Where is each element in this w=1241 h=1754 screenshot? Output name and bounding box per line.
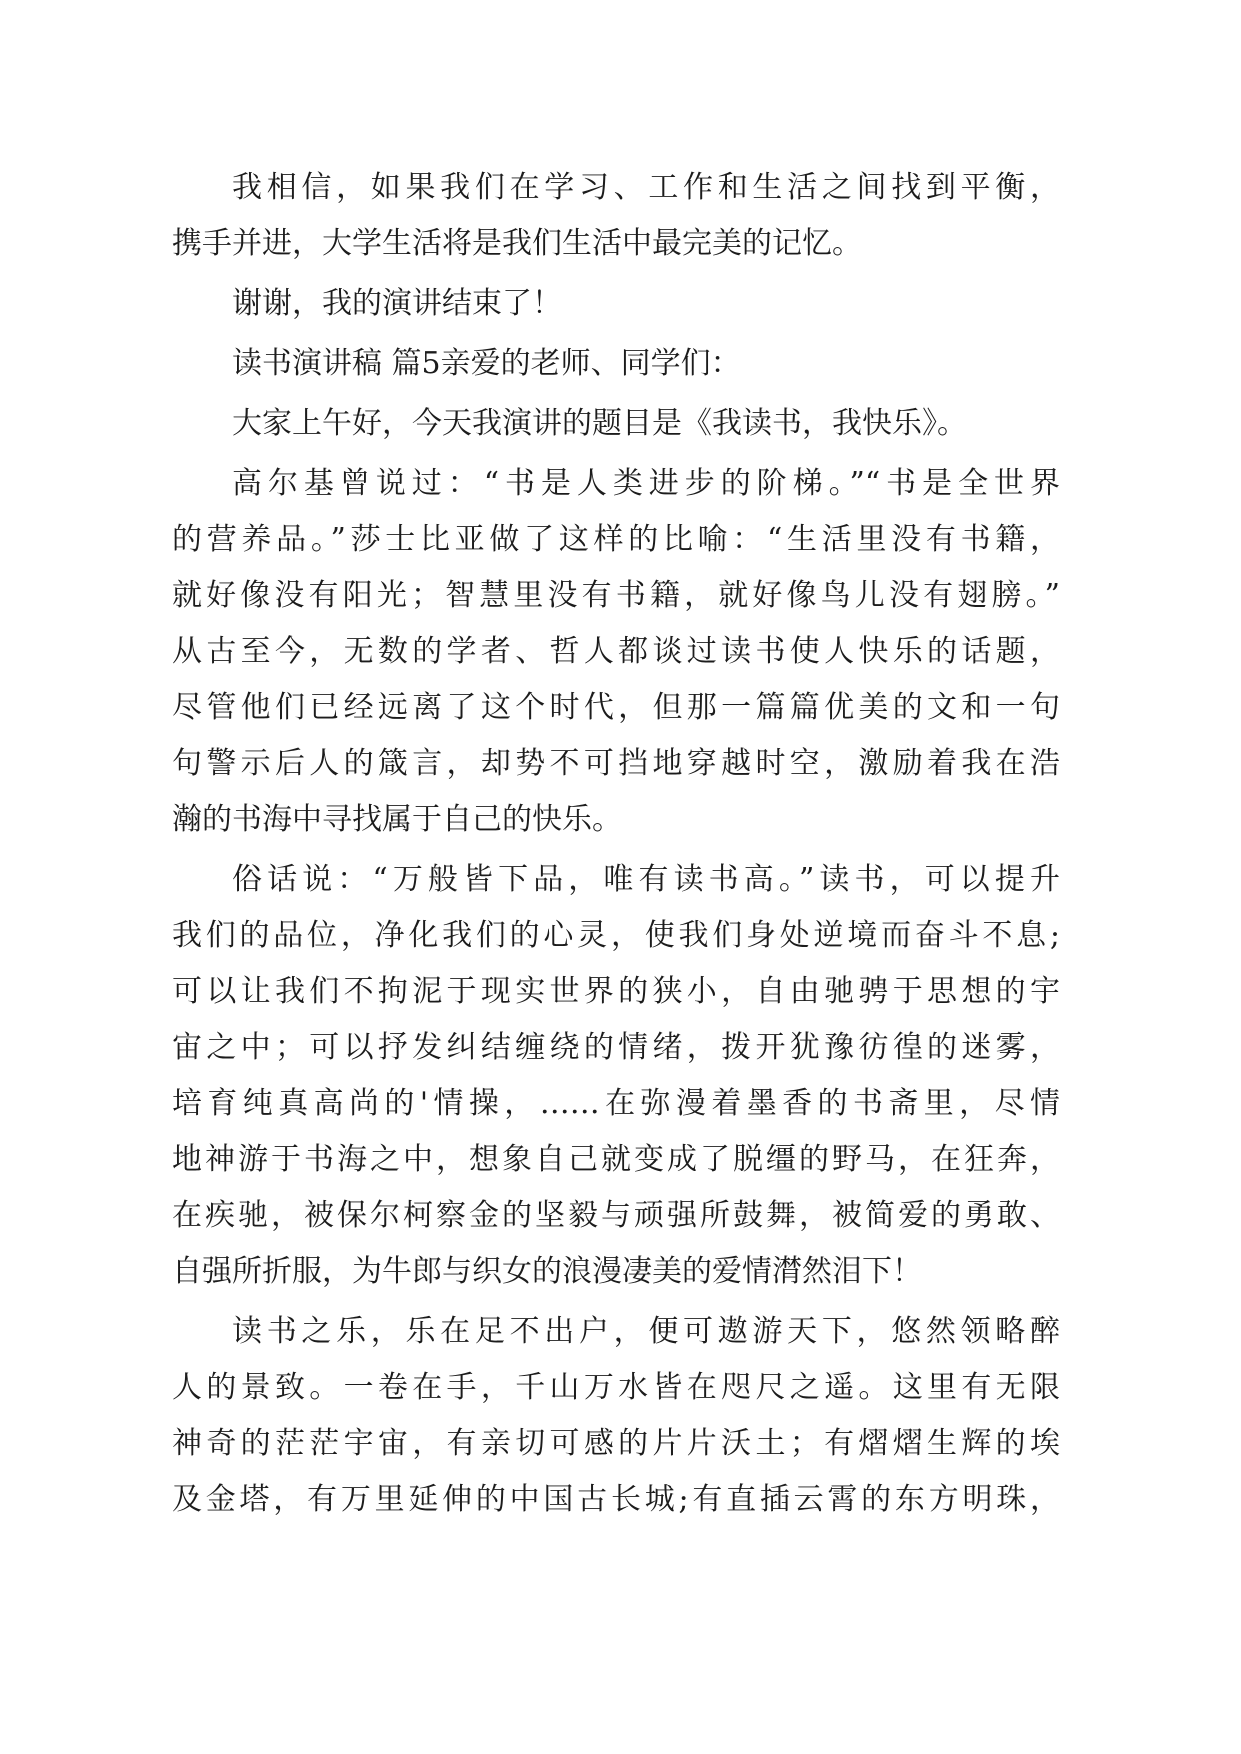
text-line: 及金塔，有万里延伸的中国古长城;有直插云霄的东方明珠， (172, 1482, 1060, 1517)
text-line: 宙之中；可以抒发纠结缠绕的情绪，拨开犹豫彷徨的迷雾， (172, 1030, 1060, 1065)
text-line: 俗话说：“万般皆下品，唯有读书高。”读书，可以提升 (232, 862, 1060, 897)
text-line: 携手并进，大学生活将是我们生活中最完美的记忆。 (172, 226, 862, 261)
paragraph-speech-heading (172, 336, 1060, 392)
text-line: 人的景致。一卷在手，千山万水皆在咫尺之遥。这里有无限 (172, 1370, 1060, 1405)
text-line: 读书之乐，乐在足不出户，便可遨游天下，悠然领略醉 (232, 1314, 1060, 1349)
paragraph-proverb (172, 852, 1060, 1300)
text-line: 句警示后人的箴言，却势不可挡地穿越时空，激励着我在浩 (172, 746, 1060, 781)
text-line: 高尔基曾说过：“书是人类进步的阶梯。”“书是全世界 (232, 466, 1060, 501)
text-line: 神奇的茫茫宇宙，有亲切可感的片片沃土；有熠熠生辉的埃 (172, 1426, 1060, 1461)
text-line: 从古至今，无数的学者、哲人都谈过读书使人快乐的话题， (172, 634, 1060, 669)
text-line: 我相信，如果我们在学习、工作和生活之间找到平衡， (232, 170, 1060, 205)
text-line: 谢谢，我的演讲结束了！ (232, 286, 562, 321)
text-line: 大家上午好，今天我演讲的题目是《我读书，我快乐》。 (232, 406, 967, 441)
text-line: 就好像没有阳光；智慧里没有书籍，就好像鸟儿没有翅膀。” (172, 578, 1060, 613)
text-line: 读书演讲稿 篇5亲爱的老师、同学们： (232, 346, 741, 381)
text-line: 地神游于书海之中，想象自己就变成了脱缰的野马，在狂奔， (172, 1142, 1060, 1177)
text-line: 自强所折服，为牛郎与织女的浪漫凄美的爱情潸然泪下！ (172, 1254, 922, 1289)
text-line: 培育纯真高尚的'情操，……在弥漫着墨香的书斋里，尽情 (172, 1086, 1060, 1121)
paragraph-greeting (172, 396, 1060, 452)
text-line: 尽管他们已经远离了这个时代，但那一篇篇优美的文和一句 (172, 690, 1060, 725)
document-body (172, 160, 1060, 1532)
paragraph-balance (172, 160, 1060, 272)
text-line: 在疾驰，被保尔柯察金的坚毅与顽强所鼓舞，被简爱的勇敢、 (172, 1198, 1060, 1233)
text-line: 瀚的书海中寻找属于自己的快乐。 (172, 802, 622, 837)
text-line: 我们的品位，净化我们的心灵，使我们身处逆境而奋斗不息; (172, 918, 1060, 953)
paragraph-quotes (172, 456, 1060, 848)
paragraph-thanks (172, 276, 1060, 332)
paragraph-joy-of-reading (172, 1304, 1060, 1528)
text-line: 可以让我们不拘泥于现实世界的狭小，自由驰骋于思想的宇 (172, 974, 1060, 1009)
text-line: 的营养品。”莎士比亚做了这样的比喻：“生活里没有书籍， (172, 522, 1060, 557)
